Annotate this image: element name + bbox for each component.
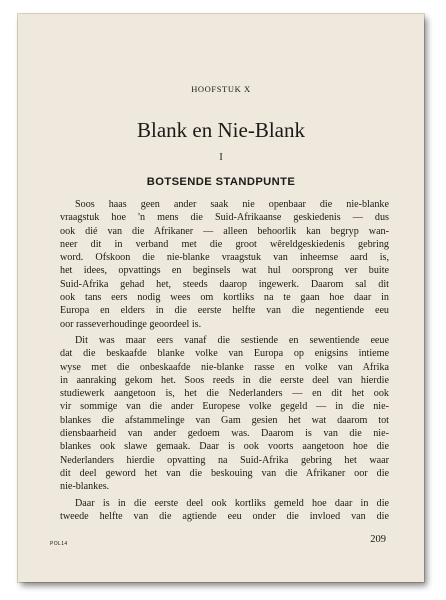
text-line: blankes ook slawe gemaak. Daar is ook voorts aangetoon hoe die [60,441,389,453]
text-line: neer dit in verband met die groot wêreldgeskiedenis gebring [60,238,389,250]
paragraph [60,198,389,331]
text-line: Suid-Afrika gehad het, steeds daarop ingewerk. Daarom sal dit [60,278,389,290]
text-line: ook tans eers nodig wees om kortliks na te gaan hoe daar in [60,292,389,304]
body-text [60,198,389,526]
text-line: blankes die afstammelinge van Gam gesien het wat daarom tot [60,414,389,426]
section-heading: BOTSENDE STANDPUNTE [146,176,296,188]
text-line: nie-blankes. [60,481,110,493]
text-line: Daar is in die eerste deel ook kortliks gemeld hoe daar in die [75,497,389,509]
text-line: het idees, opvattings en beginsels wat hul oorsprong ver buite [60,265,389,277]
text-line: Soos haas geen ander saak nie openbaar die nie-blanke [75,199,389,210]
paragraph [60,334,389,494]
page-number: 209 [370,534,386,545]
text-line: wyse met die onbeskaafde nie-blanke rasse en volke van Afrika [60,361,389,373]
text-line: dit deel geword het van die beskouing van die Afrikaner oor die [60,467,389,479]
text-line: vir sommige van die ander Europese volke gegeld — in die nie- [60,401,389,413]
text-line: Nederlanders hierdie opvatting na Suid-Afrika gebring het waar [60,454,389,466]
book-page [18,14,424,582]
printer-code: POL14 [50,541,68,547]
text-line: studiewerk aangetoon is, het die Nederlanders — en dit het ook [60,388,389,400]
text-line: ook dié van die Afrikaner — alleen behoorlik kan begryp wan- [60,225,389,237]
text-line: diensbaarheid van ander gedoem was. Daarom is van die nie- [60,428,389,440]
text-line: dat die beskaafde blanke volke van Europa op enigsins intieme [60,348,389,360]
page-scan [18,14,424,582]
text-line: in aanraking gekom het. Soos reeds in die eerste deel van hierdie [60,374,389,386]
chapter-label: HOOFSTUK X [191,84,251,94]
section-number: I [219,152,223,163]
text-line: Dit was maar eers vanaf die sestiende en sewentiende eeue [75,334,389,346]
text-line: vraagstuk hoe 'n mens die Suid-Afrikaanse geskiedenis — dus [60,212,389,224]
text-line: oor rasseverhoudinge geoordeel is. [60,318,202,330]
text-line: tweede helfte van die agtiende eeu onder die invloed van die [60,510,389,522]
chapter-title: Blank en Nie-Blank [137,118,305,142]
text-line: word. Ofskoon die nie-blanke vraagstuk van inheemse aard is, [60,252,389,264]
text-line: Europa en elders in die eerste helfte van die negentiende eeu [60,305,389,317]
paragraph [60,497,389,524]
